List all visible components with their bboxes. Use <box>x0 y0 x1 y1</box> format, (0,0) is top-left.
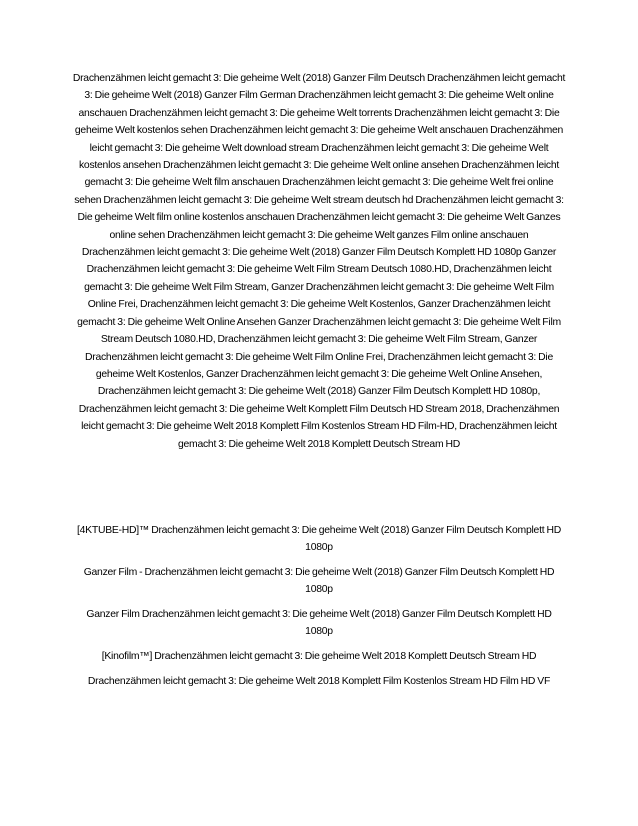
list-item: Ganzer Film Drachenzähmen leicht gemacht 3: Die geheime Welt (2018) Ganzer Film Deutsch Komplett HD 1080p <box>86 609 552 637</box>
list-item: [4KTUBE-HD]™ Drachenzähmen leicht gemacht 3: Die geheime Welt (2018) Ganzer Film Deutsch Komplett HD 1080p <box>77 525 561 553</box>
body-paragraph: Drachenzähmen leicht gemacht 3: Die geheime Welt (2018) Ganzer Film Deutsch Drachenzähmen leicht gemacht 3: Die geheime Welt (2018) Ganzer Film German Drachenzähmen leicht gemacht 3: Die geheime Welt online anschauen Drachenzähmen leicht gemacht 3: Die geheime Welt torrents Drachenzähmen leicht gemacht 3: Die geheime Welt kostenlos sehen Drachenzähmen leicht gemacht 3: Die geheime Welt anschauen Drachenzähmen leicht gemacht 3: Die geheime Welt download stream Drachenzähmen leicht gemacht 3: Die geheime Welt kostenlos ansehen Drachenzähmen leicht gemacht 3: Die geheime Welt online ansehen Drachenzähmen leicht gemacht 3: Die geheime Welt film anschauen Drachenzähmen leicht gemacht 3: Die geheime Welt frei online sehen Drachenzähmen leicht gemacht 3: Die geheime Welt stream deutsch hd Drachenzähmen leicht gemacht 3: Die geheime Welt film online kostenlos anschauen Drachenzähmen leicht gemacht 3: Die geheime Welt Ganzes online sehen Drachenzähmen leicht gemacht 3: Die geheime Welt ganzes Film online anschauen Drachenzähmen leicht gemacht 3: Die geheime Welt (2018) Ganzer Film Deutsch Komplett HD 1080p Ganzer Drachenzähmen leicht gemacht 3: Die geheime Welt Film Stream Deutsch 1080.HD, Drachenzähmen leicht gemacht 3: Die geheime Welt Film Stream, Ganzer Drachenzähmen leicht gemacht 3: Die geheime Welt Film Online Frei, Drachenzähmen leicht gemacht 3: Die geheime Welt Kostenlos, Ganzer Drachenzähmen leicht gemacht 3: Die geheime Welt Online Ansehen Ganzer Drachenzähmen leicht gemacht 3: Die geheime Welt Film Stream Deutsch 1080.HD, Drachenzähmen leicht gemacht 3: Die geheime Welt Film Stream, Ganzer Drachenzähmen leicht gemacht 3: Die geheime Welt Film Online Frei, Drachenzähmen leicht gemacht 3: Die geheime Welt Kostenlos, Ganzer Drachenzähmen leicht gemacht 3: Die geheime Welt Online Ansehen, Drachenzähmen leicht gemacht 3: Die geheime Welt (2018) Ganzer Film Deutsch Komplett HD 1080p, Drachenzähmen leicht gemacht 3: Die geheime Welt Komplett Film Deutsch HD Stream 2018, Drachenzähmen leicht gemacht 3: Die geheime Welt 2018 Komplett Film Kostenlos Stream HD Film-HD, Drachenzähmen leicht gemacht 3: Die geheime Welt 2018 Komplett Deutsch Stream HD <box>72 73 566 450</box>
list-item: Ganzer Film - Drachenzähmen leicht gemacht 3: Die geheime Welt (2018) Ganzer Film Deutsch Komplett HD 1080p <box>83 567 555 595</box>
list-item: Drachenzähmen leicht gemacht 3: Die geheime Welt 2018 Komplett Film Kostenlos Stream HD Film HD VF <box>87 676 551 687</box>
link-list <box>72 522 566 698</box>
document-page <box>72 70 566 770</box>
list-item: [Kinofilm™] Drachenzähmen leicht gemacht 3: Die geheime Welt 2018 Komplett Deutsch Stream HD <box>101 651 537 662</box>
